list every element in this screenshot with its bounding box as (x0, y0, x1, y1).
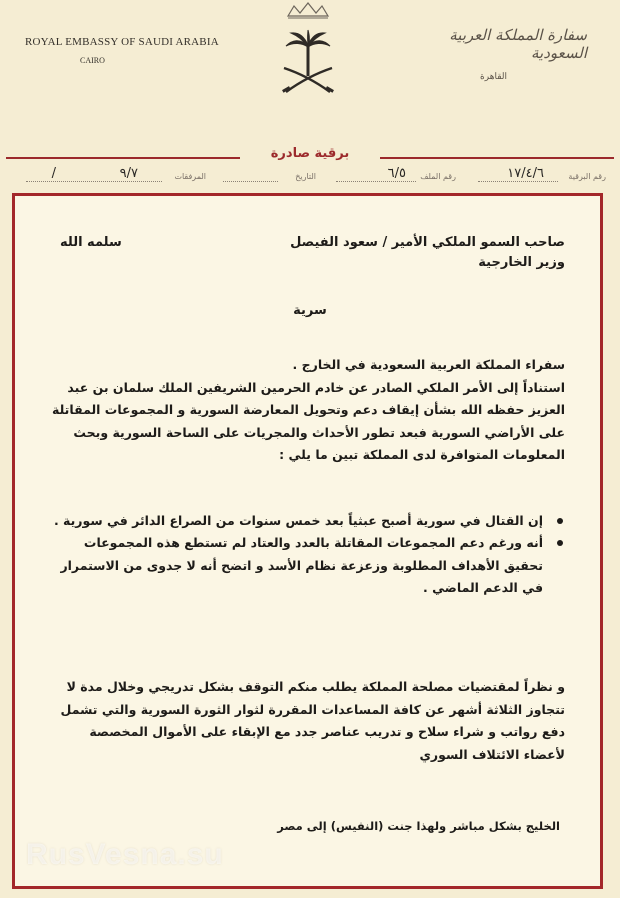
recipients-line: سفراء المملكة العربية السعودية في الخارج . (292, 357, 565, 372)
attachments-extra-value: / (51, 166, 56, 181)
dotted-line (26, 181, 162, 182)
addressee-line-2: وزير الخارجية (478, 255, 565, 270)
paragraph-1-text: استناداً إلى الأمر الملكي الصادر عن خادم الحرمين الشريفين الملك سلمان بن عبد العزيز حفظه الله بشأن إيقاف دعم وتحويل المعارضة السورية و المجموعات المقاتلة على الأراضي السورية فبعد تطور الأحداث والمجريات على الساحة السورية وبحث المعلومات المتوافرة لدى المملكة تبين ما يلي : (52, 379, 565, 463)
file-number-label: رقم الملف (420, 172, 456, 181)
attachments-field (20, 166, 206, 192)
date-label: التاريخ (295, 172, 316, 181)
list-item-text: إن القتال في سورية أصبح عبثياً بعد خمس سنوات من الصراع الدائر في سورية . (53, 513, 543, 528)
list-item (44, 532, 565, 599)
dotted-line (336, 181, 416, 182)
embassy-name-ar: سفارة المملكة العربية السعودية (449, 26, 587, 62)
telegram-number-label: رقم البرقية (568, 172, 606, 181)
saudi-emblem-icon (276, 28, 340, 100)
document-type-title: برقية صادرة (240, 142, 380, 166)
bullet-icon (557, 518, 563, 524)
addressee-honorific: سلمه الله (60, 235, 122, 250)
city-ar: القاهرة (480, 72, 507, 82)
list-item (44, 510, 565, 532)
file-number-value: ٦/٥ (387, 166, 406, 181)
letterhead-english (25, 36, 225, 65)
dotted-line (223, 181, 278, 182)
dotted-line (478, 181, 558, 182)
telegram-number-value: ١٧/٤/٦ (507, 166, 544, 181)
bullet-icon (557, 540, 563, 546)
addressee-block (60, 233, 565, 273)
body-paragraph-1 (44, 354, 565, 467)
attachments-label: المرفقات (174, 172, 206, 181)
findings-list (44, 510, 565, 600)
city-en: CAIRO (80, 56, 105, 65)
closing-line: الخليج بشكل مباشر ولهذا جنت (النفيس) إلى مصر (277, 819, 560, 833)
date-field (216, 166, 316, 192)
attachments-value: ٩/٧ (119, 166, 138, 181)
reference-row (20, 166, 606, 192)
watermark: RusVesna.su (26, 838, 224, 871)
body-paragraph-2: و نظراً لمقتضيات مصلحة المملكة يطلب منكم التوقف بشكل تدريجي وخلال مدة لا تتجاوز الثلاثة أشهر عن كافة المساعدات المقررة لثوار الثورة السورية والتي تشمل دفع رواتب و شراء سلاح و تدريب عناصر جدد مع الإبقاء على الأموال المخصصة لأعضاء الائتلاف السوري (60, 679, 565, 762)
letterhead-arabic (397, 26, 587, 82)
embassy-name-en: ROYAL EMBASSY OF SAUDI ARABIA (25, 36, 219, 48)
classification-label: سرية (293, 303, 327, 318)
file-number-field (326, 166, 456, 192)
list-item-text: أنه ورغم دعم المجموعات المقاتلة بالعدد والعتاد لم تستطع هذه المجموعات تحقيق الأهداف المطلوبة وزعزعة نظام الأسد و اتضح أنه لا جدوى من الاستمرار في الدعم الماضي . (60, 535, 543, 596)
addressee-line-1: صاحب السمو الملكي الأمير / سعود الفيصل (290, 235, 565, 250)
telegram-number-field (476, 166, 606, 192)
crown-ornament-icon (284, 0, 332, 20)
